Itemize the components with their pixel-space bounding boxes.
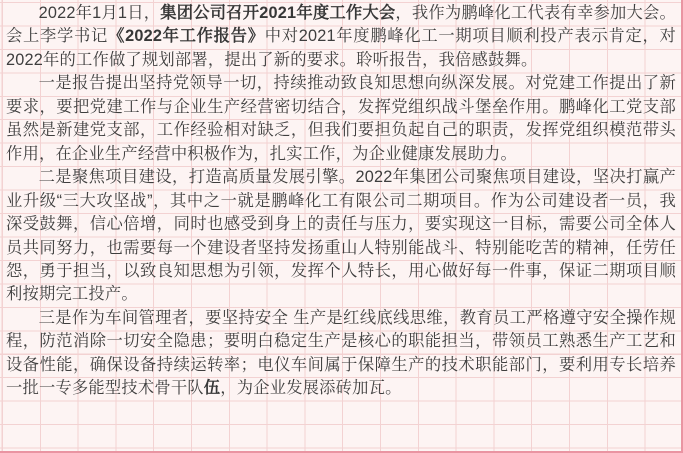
bold-text-run: 集团公司召开2021年度工作大会 <box>160 4 396 22</box>
text-run: 中对2021年度鹏峰化工一期项目顺利投产表示肯定，对2022年的工作做了规划部署，提出了新的要求。聆听报告，我倍感鼓舞。 <box>6 27 676 69</box>
text-run: 一是报告提出坚持党领导一切，持续推动致良知思想向纵深发展。对党建工作提出了新要求，要把党建工作与企业生产经营密切结合，发挥党组织战斗堡垒作用。鹏峰化工党支部虽然是新建党支部，工作经验相对缺乏，但我们要担负起自己的职责，发挥党组织模范带头作用，在企业生产经营中积极作为，扎实工作，为企业健康发展助力。 <box>6 74 676 163</box>
text-run: ，我作为鹏峰化工代表有幸参加大会。会上李学书记 <box>6 4 676 46</box>
bold-text-run: 《2022年工作报告》 <box>108 27 265 46</box>
text-run: 2022年1月1日， <box>38 4 161 22</box>
bold-text-run: 伍 <box>203 379 221 398</box>
text-run: 三是作为车间管理者，要坚持安全 生产是红线底线思维，教育员工严格遵守安全操作规程，防范消除一切安全隐患；要明白稳定生产是核心的职能担当，带领员工熟悉生产工艺和设备性能，确保设备持续运转率；电仪车间属于保障生产的技术职能部门，要利用专长培养一批一专多能型技术骨干队 <box>6 308 676 398</box>
text-run: ，为企业发展添砖加瓦。 <box>220 379 402 398</box>
text-run: 二是聚焦项目建设，打造高质量发展引擎。2022年集团公司聚焦项目建设，坚决打赢产业升级“三大攻坚战”，其中之一就是鹏峰化工有限公司二期项目。作为公司建设者一员，我深受鼓舞，信心倍增，同时也感受到身上的责任与压力，要实现这一目标，需要公司全体人员共同努力，也需要每一个建设者坚持发扬重山人特别能战斗、特别能吃苦的精神，任劳任怨，勇于担当，以致良知思想为引领，发挥个人特长，用心做好每一件事，保证二期项目顺利按期完工投产。 <box>6 168 676 304</box>
paragraph <box>6 72 676 166</box>
paragraph <box>6 2 676 72</box>
paragraph <box>6 307 676 401</box>
document-body[interactable] <box>6 2 676 401</box>
paragraph <box>6 166 676 307</box>
